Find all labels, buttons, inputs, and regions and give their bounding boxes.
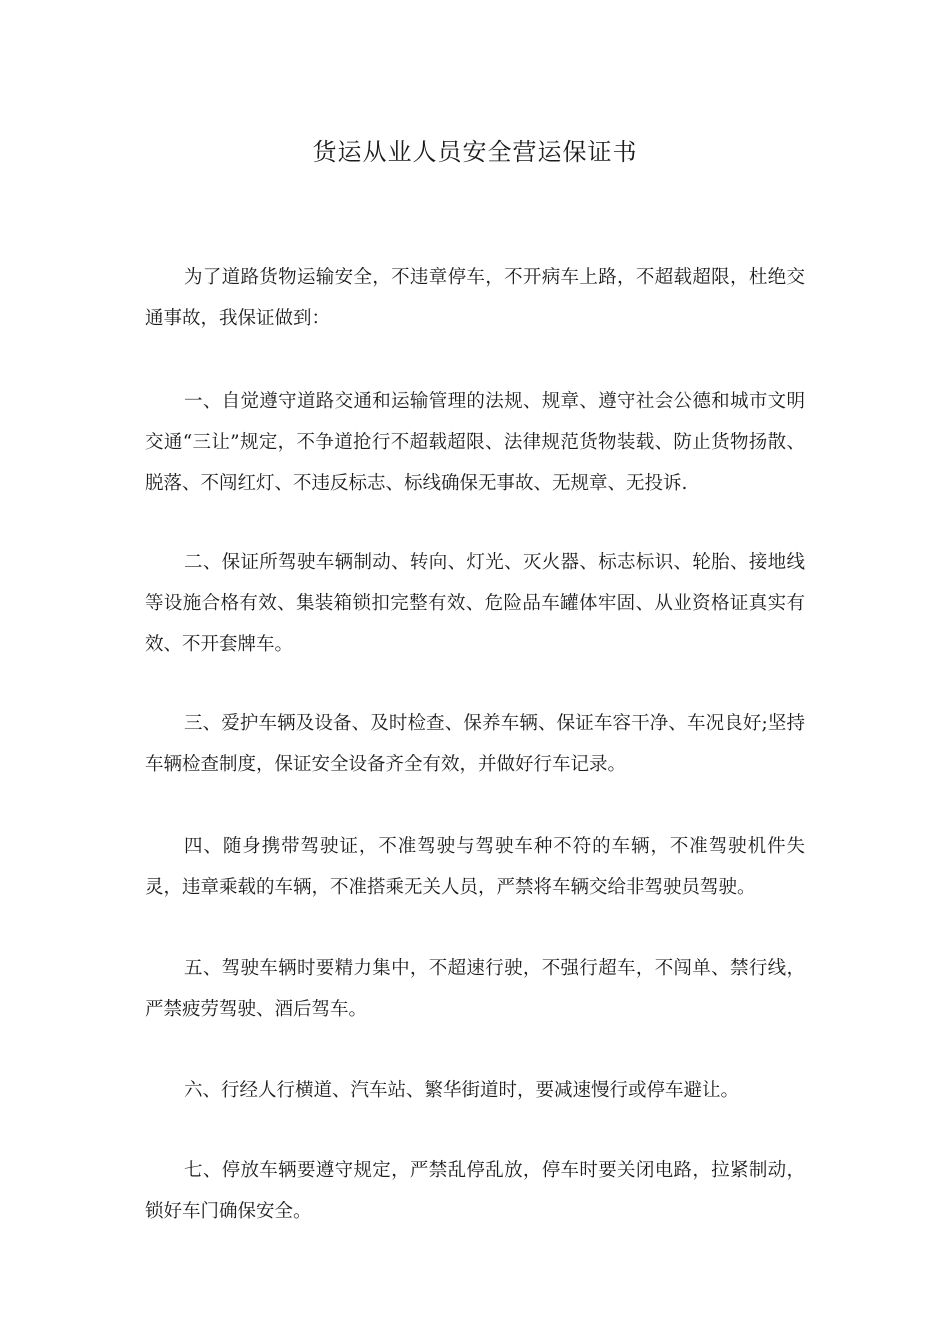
clause-6: 六、行经人行横道、汽车站、繁华街道时，要减速慢行或停车避让。 xyxy=(184,1080,740,1101)
intro-paragraph: 为了道路货物运输安全，不违章停车，不开病车上路，不超载超限，杜绝交通事故，我保证做到： xyxy=(145,267,805,329)
clause-7: 七、停放车辆要遵守规定，严禁乱停乱放，停车时要关闭电路，拉紧制动，锁好车门确保安全。 xyxy=(145,1160,805,1222)
document-title: 货运从业人员安全营运保证书 xyxy=(312,138,638,166)
clause-5: 五、驾驶车辆时要精力集中，不超速行驶，不强行超车，不闯单、禁行线，严禁疲劳驾驶、酒后驾车。 xyxy=(145,958,805,1020)
clause-3: 三、爱护车辆及设备、及时检查、保养车辆、保证车容干净、车况良好;坚持车辆检查制度，保证安全设备齐全有效，并做好行车记录。 xyxy=(145,713,805,775)
clause-4: 四、随身携带驾驶证，不准驾驶与驾驶车种不符的车辆，不准驾驶机件失灵，违章乘载的车辆，不准搭乘无关人员，严禁将车辆交给非驾驶员驾驶。 xyxy=(145,836,805,898)
clause-2: 二、保证所驾驶车辆制动、转向、灯光、灭火器、标志标识、轮胎、接地线等设施合格有效、集装箱锁扣完整有效、危险品车罐体牢固、从业资格证真实有效、不开套牌车。 xyxy=(145,552,805,655)
clause-1: 一、自觉遵守道路交通和运输管理的法规、规章、遵守社会公德和城市文明交通“三让”规定，不争道抢行不超载超限、法律规范货物装载、防止货物扬散、脱落、不闯红灯、不违反标志、标线确保无事故、无规章、无投诉. xyxy=(145,391,805,494)
